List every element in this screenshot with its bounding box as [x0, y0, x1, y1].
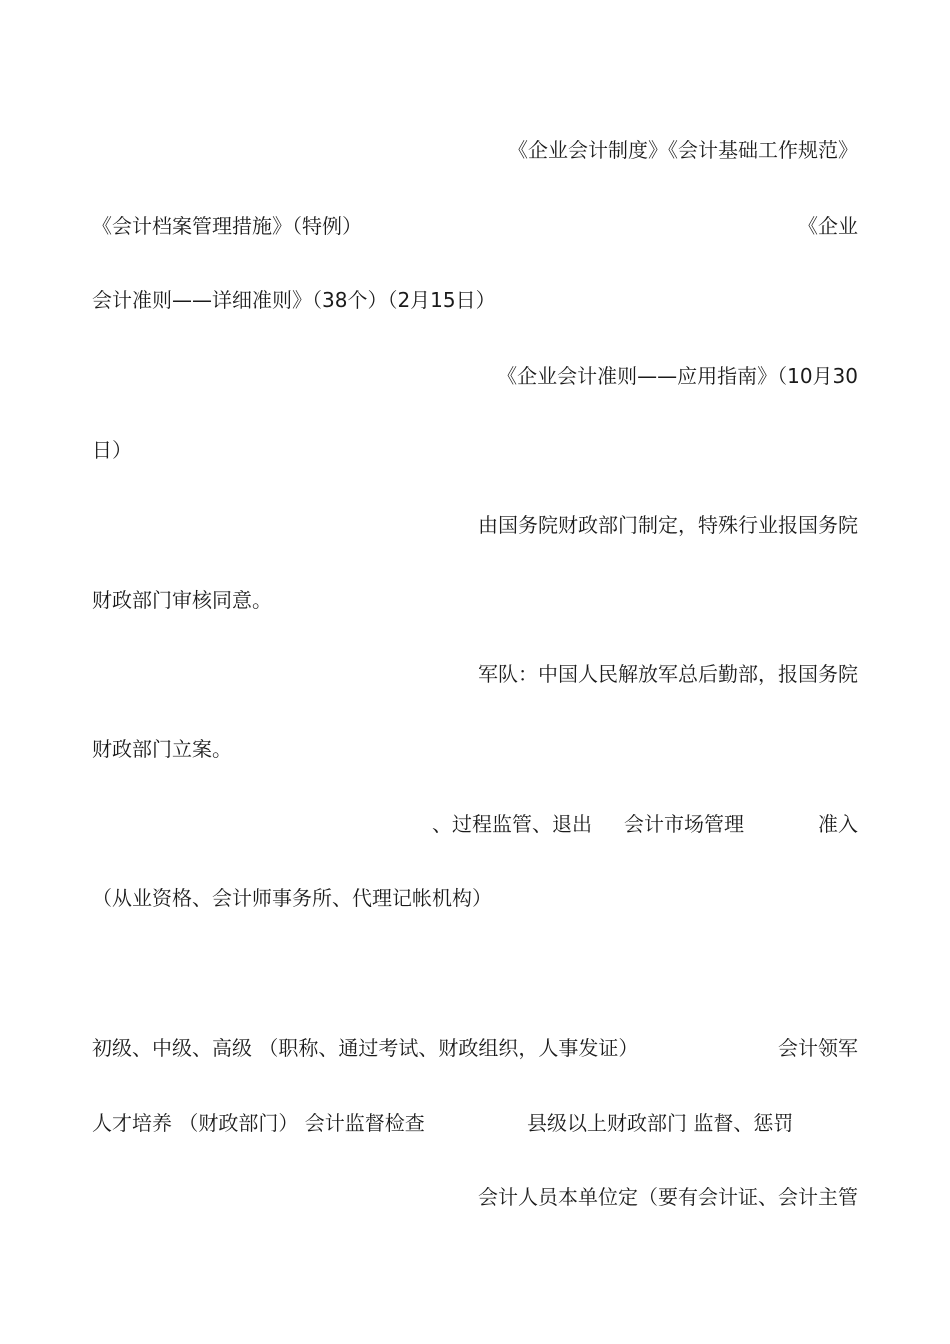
text-line-2: 《会计档案管理措施》（特例）	[92, 214, 362, 238]
text-line-6: 日）	[92, 438, 132, 462]
text-line-17: 人才培养 （财政部门） 会计监督检查	[92, 1111, 425, 1135]
text-line-12: 会计市场管理	[624, 812, 744, 836]
text-line-8: 财政部门审核同意。	[92, 588, 272, 612]
text-line-19: 会计人员本单位定（要有会计证、会计主管	[478, 1185, 858, 1209]
text-line-4: 会计准则——详细准则》（38个）（2月15日）	[92, 288, 496, 312]
text-line-14: （从业资格、会计师事务所、代理记帐机构）	[92, 886, 492, 910]
text-line-13: 准入	[818, 812, 858, 836]
text-line-3: 《企业	[798, 214, 858, 238]
text-line-1: 《企业会计制度》《会计基础工作规范》	[508, 138, 858, 162]
text-line-5: 《企业会计准则——应用指南》（10月30	[497, 364, 858, 388]
text-line-16: 会计领军	[778, 1036, 858, 1060]
text-line-7: 由国务院财政部门制定，特殊行业报国务院	[478, 513, 858, 537]
text-line-10: 财政部门立案。	[92, 737, 232, 761]
text-line-18: 县级以上财政部门 监督、惩罚	[527, 1111, 794, 1135]
text-line-11: 、过程监管、退出	[432, 812, 592, 836]
text-line-9: 军队：中国人民解放军总后勤部，报国务院	[478, 662, 858, 686]
text-line-15: 初级、中级、高级 （职称、通过考试、财政组织，人事发证）	[92, 1036, 639, 1060]
